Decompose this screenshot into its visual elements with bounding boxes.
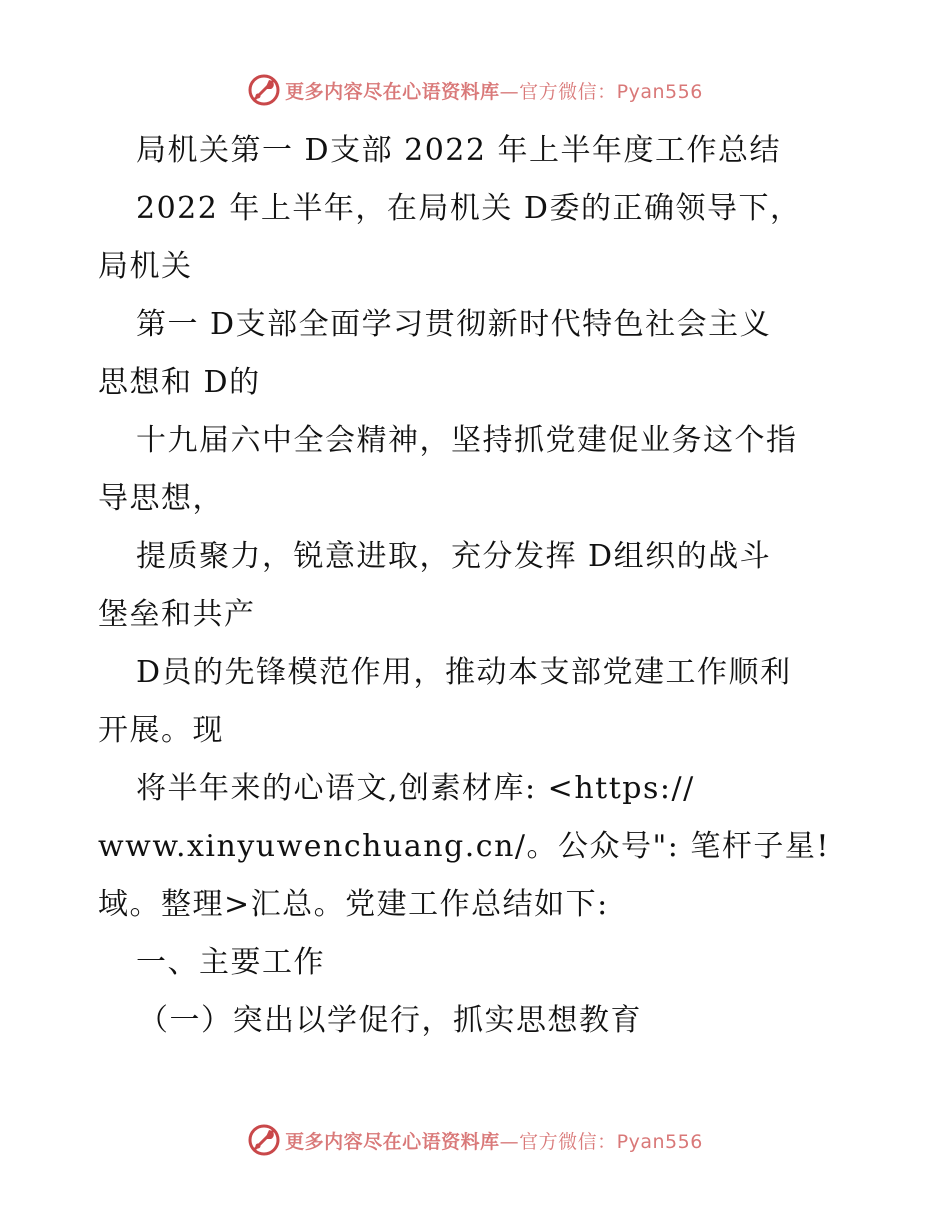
document-title: 局机关第一 D支部 2022 年上半年度工作总结 bbox=[136, 133, 782, 168]
watermark-account: 官方微信：Pyan556 bbox=[519, 1130, 703, 1153]
paragraph-line: 2022 年上半年，在局机关 D委的正确领导下， bbox=[136, 191, 802, 226]
document-body bbox=[98, 122, 898, 1050]
watermark-separator: — bbox=[499, 1130, 520, 1153]
paragraph-line: 第一 D支部全面学习贯彻新时代特色社会主义 bbox=[136, 307, 772, 342]
footer-watermark bbox=[0, 1118, 950, 1162]
paragraph-line: 域。整理>汇总。党建工作总结如下: bbox=[98, 887, 609, 922]
watermark-account: 官方微信：Pyan556 bbox=[519, 80, 703, 103]
section-heading: 一、主要工作 bbox=[136, 945, 325, 980]
paragraph-line: 将半年来的心语文,创素材库: <https:// bbox=[136, 771, 695, 806]
paragraph-line: 提质聚力，锐意进取，充分发挥 D组织的战斗 bbox=[136, 539, 772, 574]
subsection-heading: （一）突出以学促行，抓实思想教育 bbox=[138, 1003, 642, 1038]
quill-logo-icon bbox=[247, 1123, 281, 1157]
paragraph-line: 思想和 D的 bbox=[98, 365, 261, 400]
paragraph-line: 十九届六中全会精神，坚持抓党建促业务这个指 bbox=[136, 423, 798, 458]
paragraph-line: D员的先锋模范作用，推动本支部党建工作顺利 bbox=[136, 655, 792, 690]
watermark-brand: 更多内容尽在心语资料库 bbox=[285, 80, 500, 103]
watermark-text bbox=[285, 1127, 703, 1154]
header-watermark bbox=[0, 68, 950, 112]
paragraph-line: 局机关 bbox=[98, 249, 193, 284]
paragraph-line: 堡垒和共产 bbox=[98, 597, 256, 632]
quill-logo-icon bbox=[247, 73, 281, 107]
watermark-brand: 更多内容尽在心语资料库 bbox=[285, 1130, 500, 1153]
watermark-text bbox=[285, 77, 703, 104]
paragraph-line: 开展。现 bbox=[98, 713, 224, 748]
paragraph-line: 导思想， bbox=[98, 481, 224, 516]
watermark-separator: — bbox=[499, 80, 520, 103]
paragraph-line: www.xinyuwenchuang.cn/。公众号": 笔杆子星! bbox=[98, 829, 830, 864]
